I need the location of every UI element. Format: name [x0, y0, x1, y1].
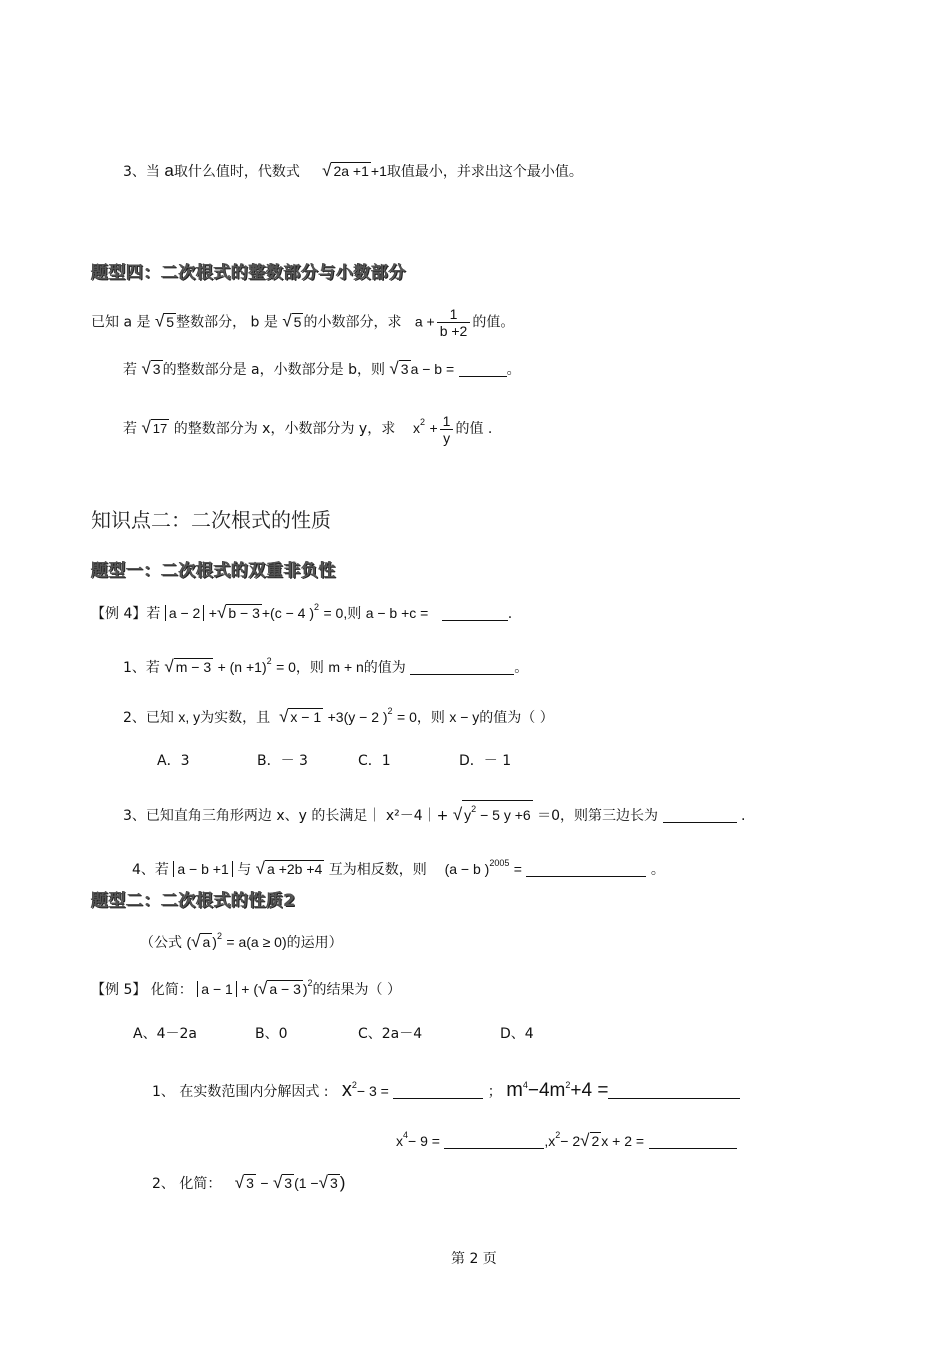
- text: ＝0，则第三边长为: [537, 808, 659, 824]
- answer-blank[interactable]: [526, 862, 646, 877]
- text: 则: [347, 606, 362, 622]
- radicand: a: [202, 934, 211, 950]
- math-expr: − 2: [560, 1133, 581, 1149]
- denominator: b +2: [437, 322, 471, 339]
- exponent: 4: [403, 1130, 409, 1140]
- sqrt-sign: √: [282, 311, 292, 331]
- example-sqrt5: [91, 306, 514, 339]
- math-expr: = a(a ≥ 0): [226, 934, 287, 950]
- variable-x: x: [413, 420, 421, 436]
- sqrt-sign: √: [234, 1173, 245, 1192]
- variable-x: x: [548, 1133, 556, 1149]
- exponent: 2: [216, 931, 222, 941]
- exponent: 4: [522, 1080, 528, 1090]
- problem-3-line: [123, 160, 583, 183]
- radicand: a +2b +4: [267, 861, 323, 877]
- radicand: 2: [591, 1133, 600, 1149]
- text: 若: [123, 362, 137, 378]
- math-expr: −4m: [527, 1080, 566, 1101]
- problem-number: 3、当: [123, 164, 160, 180]
- problem-text: 取什么值时，代数式: [173, 164, 300, 180]
- choice-b[interactable]: B．－ 3: [257, 753, 308, 769]
- answer-blank[interactable]: [444, 1134, 544, 1149]
- answer-blank[interactable]: [608, 1084, 740, 1099]
- math-expr: − 5 y +6: [480, 807, 531, 823]
- choice-d[interactable]: D．－ 1: [459, 753, 512, 769]
- problem-number: 2、已知: [123, 710, 174, 726]
- math-expr: x + 2 =: [601, 1133, 645, 1149]
- sqrt-sign: √: [154, 311, 165, 331]
- text: （公式: [140, 935, 182, 951]
- problem-text: 1、 在实数范围内分解因式 :: [152, 1084, 329, 1100]
- factor-line-2: [396, 1124, 737, 1153]
- example-sqrt3: [123, 358, 521, 381]
- exponent: 2: [420, 417, 426, 427]
- radicand: a − 3: [269, 981, 301, 997]
- paren: ): [339, 1173, 346, 1192]
- radicand: m − 3: [175, 659, 212, 675]
- choice-b[interactable]: B、0: [255, 1026, 288, 1042]
- text: 的值为（ ）: [479, 710, 554, 726]
- paren-expr: (c − 4 ): [270, 605, 315, 621]
- math-expr: + (: [241, 981, 258, 997]
- paren: ): [302, 981, 308, 997]
- equals-zero: = 0，则: [276, 659, 324, 675]
- math-expr: − 3 =: [356, 1083, 389, 1099]
- radicand: 3: [284, 1175, 293, 1191]
- numerator: 1: [442, 412, 451, 429]
- text: 的运用）: [286, 935, 343, 951]
- variable-y: y: [464, 807, 472, 823]
- exponent: 2: [307, 978, 313, 988]
- example-sqrt17: [123, 411, 492, 446]
- item-3: [123, 800, 745, 827]
- math-expr: a − b +c =: [365, 605, 429, 621]
- text: ,: [544, 1133, 549, 1149]
- radicand: 17: [152, 421, 168, 436]
- item-2: [123, 700, 554, 729]
- fraction: [440, 413, 454, 446]
- sqrt-sign: √: [389, 359, 399, 378]
- exponent: 2005: [489, 858, 510, 868]
- answer-blank[interactable]: [442, 606, 508, 621]
- sqrt-sign: √: [322, 161, 332, 180]
- example-label: 【例 4】若: [91, 606, 161, 622]
- problem-text: 3、已知直角三角形两边 x、y 的长满足｜ x²－4｜+: [123, 808, 449, 824]
- radicand: 3: [400, 361, 409, 377]
- plus: +: [429, 420, 438, 436]
- equals-zero: = 0,: [323, 605, 348, 621]
- plus: +: [208, 605, 217, 621]
- math-expr: − 9 =: [408, 1133, 440, 1149]
- sqrt-sign: √: [452, 805, 463, 824]
- radicand: 3: [329, 1175, 338, 1191]
- exponent: 2: [387, 706, 393, 716]
- sqrt-sign: √: [580, 1131, 590, 1150]
- sqrt-sign: √: [164, 657, 174, 676]
- radicand: 3: [152, 361, 161, 377]
- text: 若: [123, 421, 137, 437]
- radicand: 5: [293, 313, 302, 330]
- simplify-line: [152, 1172, 345, 1195]
- text: .: [507, 606, 513, 622]
- sqrt-sign: √: [191, 932, 201, 951]
- example-label: 【例 5】 化简：: [91, 982, 193, 998]
- equals-zero: = 0，则: [397, 709, 445, 725]
- answer-blank[interactable]: [410, 660, 514, 675]
- exponent: 2: [565, 1080, 571, 1090]
- heading-type-2: 题型二：二次根式的性质2: [91, 891, 296, 911]
- item-1: [123, 650, 528, 679]
- heading-type-1: 题型一：二次根式的双重非负性: [91, 561, 336, 581]
- text: 。: [650, 862, 665, 878]
- text: 的整数部分是 a，小数部分是 b，则: [162, 362, 385, 378]
- radicand: b − 3: [228, 605, 260, 621]
- math-expr: +3(y − 2 ): [327, 709, 388, 725]
- paren: ): [212, 934, 217, 950]
- abs-value: a − 2: [165, 605, 205, 621]
- math-expr: + (n +1): [217, 659, 267, 675]
- variable-m: m: [506, 1079, 523, 1101]
- radicand: 5: [166, 313, 175, 330]
- radicand: [462, 800, 533, 824]
- radicand: 2a +1: [333, 163, 369, 179]
- variables: x, y: [178, 709, 201, 725]
- choice-a[interactable]: A．3: [157, 753, 190, 769]
- text: 的整数部分为 x，小数部分为 y，求: [173, 421, 396, 437]
- variable-x: x: [341, 1079, 352, 1101]
- problem-number: 4、若: [132, 862, 169, 878]
- abs-value: a − b +1: [173, 861, 232, 877]
- problem-text-end: 取值最小，并求出这个最小值。: [386, 164, 583, 180]
- text: 的值 .: [455, 421, 493, 437]
- choice-c[interactable]: C．1: [358, 753, 391, 769]
- sqrt-sign: √: [141, 418, 151, 437]
- sqrt-sign: √: [141, 359, 151, 378]
- math-expr: (1 −: [294, 1175, 319, 1191]
- text: 的值为: [363, 660, 406, 676]
- text: 互为相反数，则: [328, 862, 427, 878]
- plus-one: +1: [370, 163, 387, 179]
- math-expr: m + n: [328, 659, 364, 675]
- text: 。: [506, 362, 521, 378]
- problem-text: 2、 化简：: [152, 1176, 222, 1192]
- text: ；: [487, 1084, 502, 1100]
- radicand: x − 1: [290, 709, 322, 725]
- choice-c[interactable]: C、2a－4: [358, 1026, 423, 1042]
- math-expr: x − y: [449, 709, 480, 725]
- variable-a: a: [164, 161, 174, 180]
- text: .: [740, 808, 746, 824]
- text: 整数部分， b 是: [176, 314, 278, 331]
- answer-blank[interactable]: [459, 362, 507, 377]
- numerator: 1: [449, 306, 458, 322]
- answer-blank[interactable]: [649, 1134, 737, 1149]
- math-expr: (a − b ): [444, 861, 490, 877]
- answer-blank[interactable]: [393, 1084, 483, 1099]
- text: 已知 a 是: [91, 314, 151, 331]
- text: 的值。: [472, 314, 515, 331]
- factor-line-1: [152, 1074, 740, 1103]
- sqrt-sign: √: [279, 707, 289, 726]
- text: 。: [514, 660, 529, 676]
- sqrt-sign: √: [318, 1173, 328, 1192]
- text: 与: [237, 862, 252, 878]
- exponent: 2: [266, 656, 272, 666]
- math-expr: a − b =: [410, 361, 455, 377]
- page-number: 第 2 页: [451, 1251, 497, 1267]
- section-title-2: 知识点二：二次根式的性质: [91, 508, 331, 532]
- fraction: [437, 306, 471, 339]
- example-4: [91, 596, 512, 625]
- heading-type-4: 题型四：二次根式的整数部分与小数部分: [91, 263, 406, 283]
- problem-number: 1、若: [123, 660, 160, 676]
- choice-d[interactable]: D、4: [500, 1026, 534, 1042]
- sqrt-sign: √: [216, 603, 227, 622]
- paren: (: [186, 934, 192, 950]
- abs-value: a − 1: [197, 981, 237, 997]
- item-4: [132, 852, 665, 881]
- math-expr: a +: [414, 313, 435, 330]
- example-5: [91, 972, 401, 1001]
- variable-x: x: [396, 1133, 403, 1149]
- exponent: 2: [351, 1080, 357, 1090]
- equals: =: [513, 861, 522, 877]
- exponent: 2: [471, 804, 477, 814]
- plus: +: [261, 605, 271, 621]
- choice-a[interactable]: A、4－2a: [133, 1026, 197, 1042]
- text: 为实数，且: [200, 710, 271, 726]
- sqrt-sign: √: [257, 979, 268, 998]
- denominator: y: [440, 429, 453, 446]
- answer-blank[interactable]: [663, 808, 737, 823]
- sqrt-sign: √: [272, 1173, 283, 1192]
- minus: −: [260, 1175, 269, 1191]
- radicand: 3: [246, 1175, 254, 1191]
- sqrt-sign: √: [255, 859, 266, 878]
- formula-note: [140, 925, 343, 954]
- text: 的小数部分，求: [303, 314, 402, 331]
- exponent: 2: [314, 602, 320, 612]
- text: 的结果为（ ）: [312, 982, 401, 998]
- math-expr: +4 =: [570, 1080, 609, 1101]
- exponent: 2: [555, 1130, 561, 1140]
